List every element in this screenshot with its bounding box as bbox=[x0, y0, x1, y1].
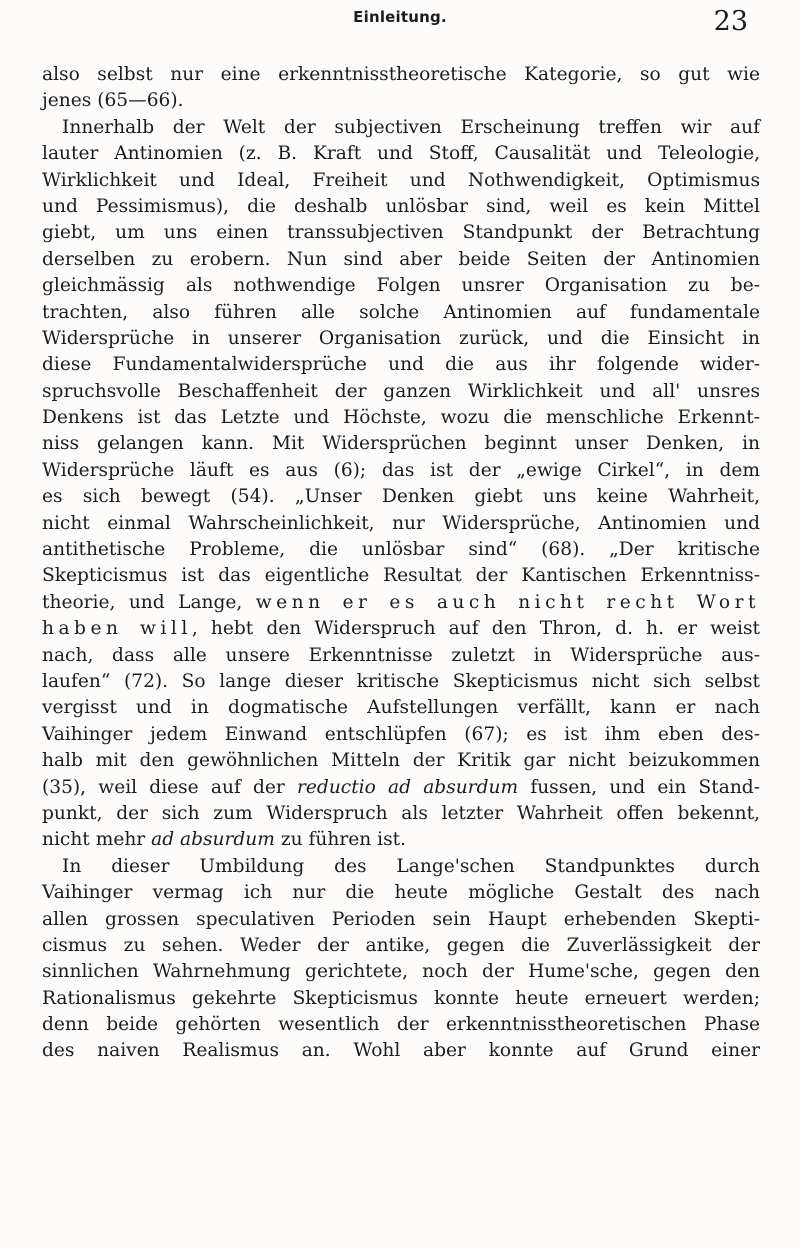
text-fragment: , hebt den Widerspruch auf den Thron, d. h. er weist bbox=[191, 618, 760, 640]
text-line: Wirklichkeit und Ideal, Freiheit und Nothwendigkeit, Optimismus bbox=[42, 169, 760, 191]
text-line: Vaihinger vermag ich nur die heute mögliche Gestalt des nach bbox=[42, 882, 760, 904]
text-line: In dieser Umbildung des Lange'schen Standpunktes durch bbox=[62, 855, 760, 877]
text-line: Widersprüche läuft es aus (6); das ist der „ewige Cirkel“, in dem bbox=[42, 459, 760, 481]
text-line: antithetische Probleme, die unlösbar sind“ (68). „Der kritische bbox=[42, 539, 760, 561]
text-line: gleichmässig als nothwendige Folgen unsrer Organisation zu be- bbox=[42, 275, 760, 297]
text-line: Innerhalb der Welt der subjectiven Erscheinung treffen wir auf bbox=[62, 116, 760, 138]
text-line: spruchsvolle Beschaffenheit der ganzen Wirklichkeit und all' unsres bbox=[42, 380, 760, 402]
text-line: jenes (65—66). bbox=[42, 90, 184, 112]
page-number: 23 bbox=[713, 6, 748, 37]
text-fragment: nicht mehr bbox=[42, 829, 152, 851]
text-fragment: zu führen ist. bbox=[274, 829, 406, 851]
text-line: derselben zu erobern. Nun sind aber beide Seiten der Antinomien bbox=[42, 248, 760, 270]
body-text bbox=[42, 62, 760, 1065]
text-line: Vaihinger jedem Einwand entschlüpfen (67); es ist ihm eben des- bbox=[42, 723, 760, 745]
text-line: und Pessimismus), die deshalb unlösbar sind, weil es kein Mittel bbox=[42, 195, 760, 217]
text-line bbox=[42, 827, 760, 853]
text-line: allen grossen speculativen Perioden sein Haupt erhebenden Skepti- bbox=[42, 908, 760, 930]
emphasis-spaced: wenn er es auch nicht recht Wort bbox=[255, 591, 760, 613]
text-line: vergisst und in dogmatische Aufstellungen verfällt, kann er nach bbox=[42, 697, 760, 719]
text-line: punkt, der sich zum Widerspruch als letzter Wahrheit offen bekennt, bbox=[42, 802, 760, 824]
text-line bbox=[42, 590, 760, 616]
text-line: halb mit den gewöhnlichen Mitteln der Kritik gar nicht beizukommen bbox=[42, 750, 760, 772]
text-line: niss gelangen kann. Mit Widersprüchen beginnt unser Denken, in bbox=[42, 433, 760, 455]
emphasis-spaced: haben will bbox=[42, 618, 192, 640]
text-line bbox=[42, 775, 760, 801]
italic-phrase: ad absurdum bbox=[151, 829, 275, 851]
text-line: Widersprüche in unserer Organisation zurück, und die Einsicht in bbox=[42, 327, 760, 349]
text-line: cismus zu sehen. Weder der antike, gegen die Zuverlässigkeit der bbox=[42, 934, 760, 956]
text-line: also selbst nur eine erkenntnisstheoretische Kategorie, so gut wie bbox=[42, 64, 760, 85]
text-line: sinnlichen Wahrnehmung gerichtete, noch der Hume'sche, gegen den bbox=[42, 961, 760, 983]
running-head: Einleitung. bbox=[353, 8, 447, 26]
text-line: diese Fundamentalwidersprüche und die aus ihr folgende wider- bbox=[42, 354, 760, 376]
text-line: nach, dass alle unsere Erkenntnisse zuletzt in Widersprüche aus- bbox=[42, 644, 760, 666]
text-line: lauter Antinomien (z. B. Kraft und Stoff, Causalität und Teleologie, bbox=[42, 143, 760, 165]
text-line: es sich bewegt (54). „Unser Denken giebt uns keine Wahrheit, bbox=[42, 486, 760, 508]
text-line bbox=[42, 616, 760, 642]
text-fragment: fussen, und ein Stand- bbox=[518, 776, 760, 798]
page-header bbox=[0, 6, 800, 40]
text-line: trachten, also führen alle solche Antinomien auf fundamentale bbox=[42, 301, 760, 323]
text-line: des naiven Realismus an. Wohl aber konnte auf Grund einer bbox=[42, 1040, 760, 1062]
text-fragment: theorie, und Lange, bbox=[42, 591, 256, 613]
text-fragment: (35), weil diese auf der bbox=[42, 776, 298, 798]
text-line: giebt, um uns einen transsubjectiven Standpunkt der Betrachtung bbox=[42, 222, 760, 244]
text-line: Denkens ist das Letzte und Höchste, wozu die menschliche Erkennt- bbox=[42, 407, 760, 429]
italic-phrase: reductio ad absurdum bbox=[297, 776, 519, 798]
text-line: denn beide gehörten wesentlich der erkenntnisstheoretischen Phase bbox=[42, 1014, 760, 1036]
text-line: Rationalismus gekehrte Skepticismus konnte heute erneuert werden; bbox=[42, 987, 760, 1009]
text-line: laufen“ (72). So lange dieser kritische Skepticismus nicht sich selbst bbox=[42, 670, 760, 692]
text-line: nicht einmal Wahrscheinlichkeit, nur Widersprüche, Antinomien und bbox=[42, 512, 760, 534]
text-line: Skepticismus ist das eigentliche Resultat der Kantischen Erkenntniss- bbox=[42, 565, 760, 587]
